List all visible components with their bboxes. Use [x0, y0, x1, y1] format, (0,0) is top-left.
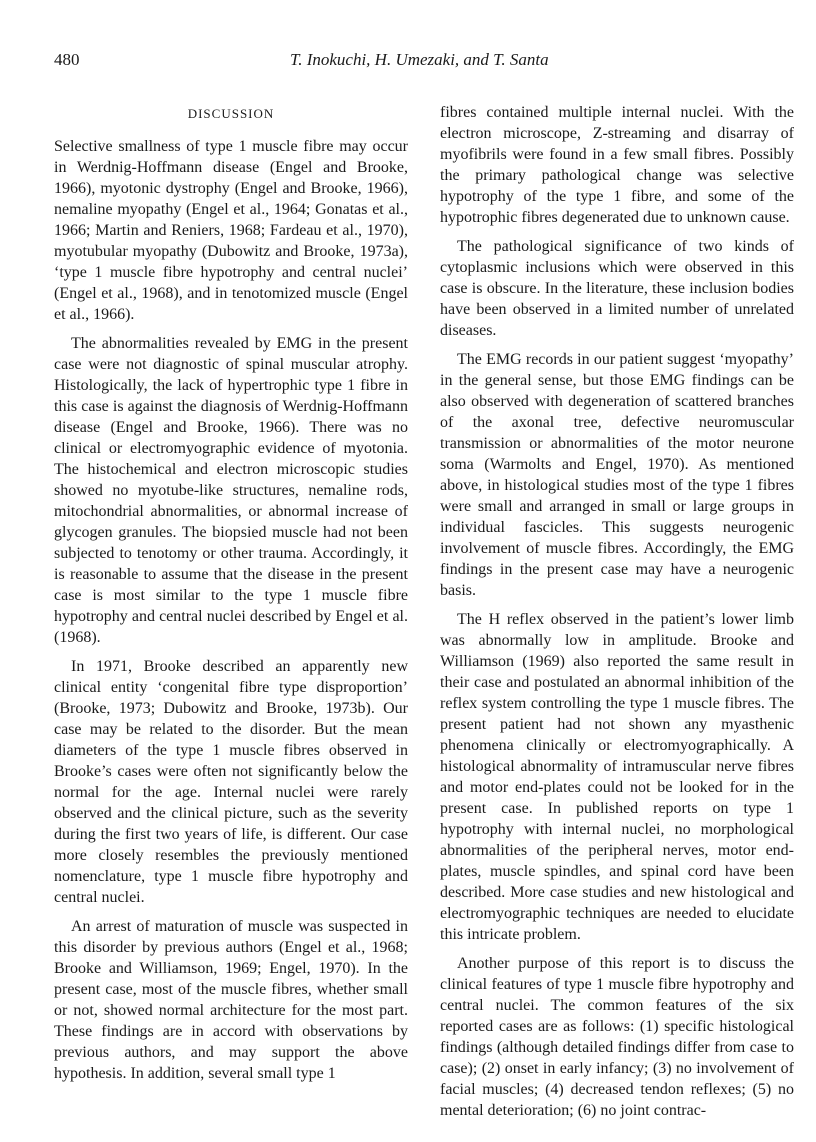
paragraph: fibres contained multiple internal nuclei. With the electron microscope, Z-streaming and disarray of myofibrils were found in a few small fibres. Possibly the primary pathological change was selective hypotrophy of the type 1 fibre, and some of the hypotrophic fibres degenerated due to unknown cause.: [440, 104, 794, 226]
right-column: [440, 102, 794, 1129]
paragraph: The abnormalities revealed by EMG in the present case were not diagnostic of spinal muscular atrophy. Histologically, the lack of hypertrophic type 1 fibre in this case is against the diagnosis of Werdnig-Hoffmann disease (Engel and Brooke, 1966). There was no clinical or electromyographic evidence of myotonia. The histochemical and electron microscopic studies showed no myotube-like structures, nemaline rods, mitochondrial abnormalities, or abnormal increase of glycogen granules. The biopsied muscle had not been subjected to tenotomy or other trauma. Accordingly, it is reasonable to assume that the disease in the present case is most similar to the type 1 muscle fibre hypotrophy and central nuclei described by Engel et al. (1968).: [54, 335, 408, 646]
paragraph: In 1971, Brooke described an apparently new clinical entity ‘congenital fibre type disproportion’ (Brooke, 1973; Dubowitz and Brooke, 1973b). Our case may be related to the disorder. But the mean diameters of the type 1 muscle fibres observed in Brooke’s cases were often not significantly below the normal for the age. Internal nuclei were rarely observed and the clinical picture, such as the severity during the first two years of life, is different. Our case more closely resembles the previously mentioned nomenclature, type 1 muscle fibre hypotrophy and central nuclei.: [54, 658, 408, 906]
paragraph: The EMG records in our patient suggest ‘myopathy’ in the general sense, but those EMG findings can be also observed with degeneration of scattered branches of the axonal tree, defective neuromuscular transmission or abnormalities of the motor neurone soma (Warmolts and Engel, 1970). As mentioned above, in histological studies most of the type 1 fibres were small and arranged in small or large groups in individual fascicles. This suggests neurogenic involvement of muscle fibres. Accordingly, the EMG findings in the present case may have a neurogenic basis.: [440, 351, 794, 599]
paragraph: The H reflex observed in the patient’s lower limb was abnormally low in amplitude. Brooke and Williamson (1969) also reported the same result in their case and postulated an abnormal inhibition of the reflex system controlling the type 1 muscle fibres. The present patient had not shown any myasthenic phenomena clinically or electromyographically. A histological abnormality of intramuscular nerve fibres and motor end-plates could not be looked for in the present case. In published reports on type 1 hypotrophy with internal nuclei, no morphological abnormalities of the peripheral nerves, motor end-plates, muscle spindles, and spinal cord have been described. More case studies and new histological and electromyographic techniques are needed to elucidate this intricate problem.: [440, 611, 794, 943]
section-heading: DISCUSSION: [187, 106, 275, 121]
paragraph: Selective smallness of type 1 muscle fibre may occur in Werdnig-Hoffmann disease (Engel and Brooke, 1966), myotonic dystrophy (Engel and Brooke, 1966), nemaline myopathy (Engel et al., 1964; Gonatas et al., 1966; Martin and Reniers, 1968; Fardeau et al., 1970), myotubular myopathy (Dubowitz and Brooke, 1973a), ‘type 1 muscle fibre hypotrophy and central nuclei’ (Engel et al., 1968), and in tenotomized muscle (Engel et al., 1966).: [54, 138, 408, 323]
left-column: [54, 100, 408, 1092]
running-head: T. Inokuchi, H. Umezaki, and T. Santa: [290, 50, 549, 69]
page-number: 480: [54, 50, 80, 69]
paragraph: Another purpose of this report is to discuss the clinical features of type 1 muscle fibre hypotrophy and central nuclei. The common features of the six reported cases are as follows: (1) specific histological findings (although detailed findings differ from case to case); (2) onset in early infancy; (3) no involvement of facial muscles; (4) decreased tendon reflexes; (5) no mental deterioration; (6) no joint contrac-: [440, 955, 794, 1119]
paragraph: An arrest of maturation of muscle was suspected in this disorder by previous authors (Engel et al., 1968; Brooke and Williamson, 1969; Engel, 1970). In the present case, most of the muscle fibres, whether small or not, showed normal architecture for the most part. These findings are in accord with observations by previous authors, and may support the above hypothesis. In addition, several small type 1: [54, 918, 408, 1082]
paragraph: The pathological significance of two kinds of cytoplasmic inclusions which were observed in this case is obscure. In the literature, these inclusion bodies have been observed in a limited number of unrelated diseases.: [440, 238, 794, 339]
